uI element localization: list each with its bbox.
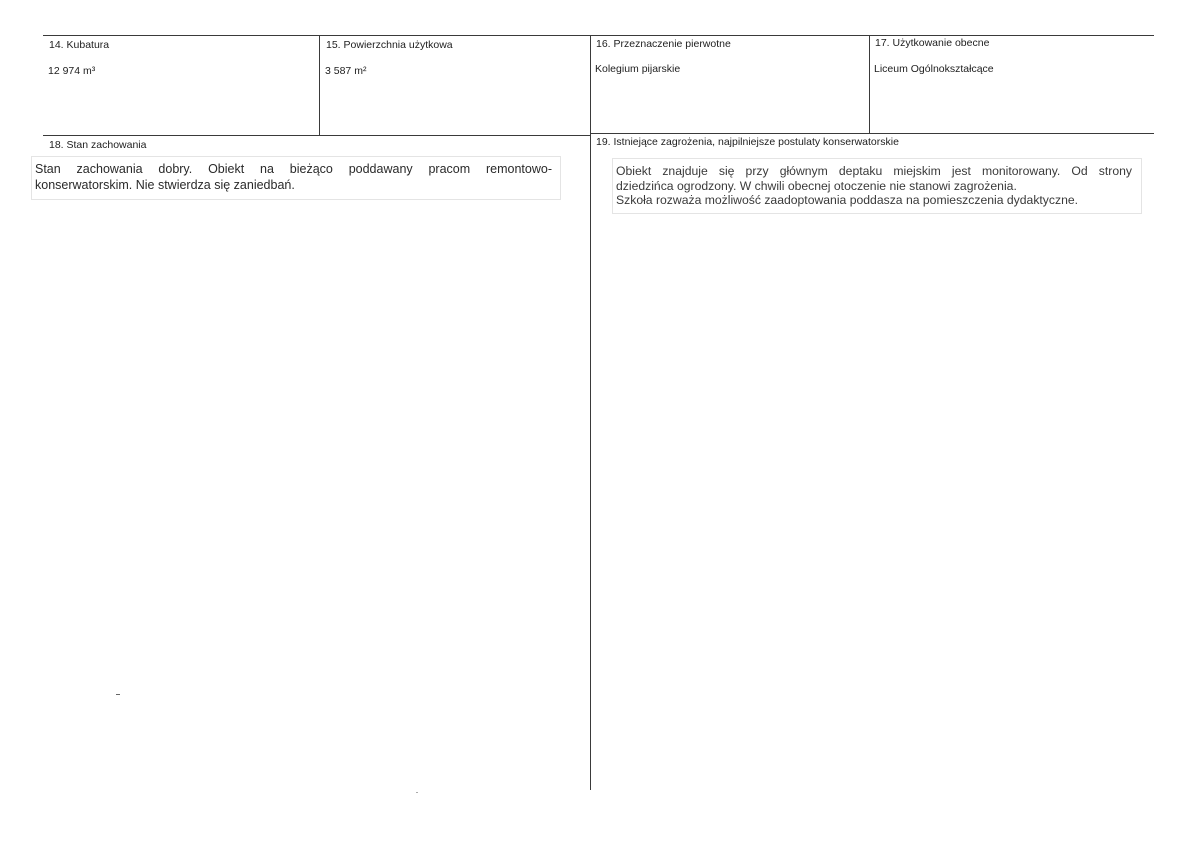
- field-16-label: 16. Przeznaczenie pierwotne: [596, 38, 731, 50]
- field-16-value: Kolegium pijarskie: [595, 63, 681, 75]
- field-18-label: 18. Stan zachowania: [49, 139, 147, 151]
- field-15-value: 3 587 m²: [325, 65, 367, 77]
- field-19-text-line-3: Szkoła rozważa możliwość zaadoptowania poddasza na pomieszczenia dydaktyczne.: [616, 193, 1079, 207]
- field-19-label: 19. Istniejące zagrożenia, najpilniejsze postulaty konserwatorskie: [596, 136, 899, 148]
- field-14-value: 12 974 m³: [48, 65, 96, 77]
- field-19-text-line-1: Obiekt znajduje się przy głównym deptaku miejskim jest monitorowany. Od strony: [616, 164, 1132, 178]
- field-18-text: [35, 161, 552, 193]
- scan-mark: [116, 694, 120, 695]
- field-17-value: Liceum Ogólnokształcące: [874, 63, 994, 75]
- field-18-text-line-2: konserwatorskim. Nie stwierdza się zaniedbań.: [35, 178, 295, 192]
- scan-mark: [416, 792, 418, 793]
- field-19-text: [616, 164, 1132, 208]
- field-14-label: 14. Kubatura: [49, 39, 110, 51]
- table-top-border: [43, 35, 1154, 36]
- row-divider-right: [591, 133, 1154, 134]
- row-divider-left: [43, 135, 591, 136]
- field-17-label: 17. Użytkowanie obecne: [875, 37, 990, 49]
- column-divider-3: [869, 35, 870, 133]
- column-divider-2: [590, 35, 591, 790]
- field-19-text-line-2: dziedzińca ogrodzony. W chwili obecnej otoczenie nie stanowi zagrożenia.: [616, 178, 1017, 193]
- field-15-label: 15. Powierzchnia użytkowa: [326, 39, 453, 51]
- field-18-text-line-1: Stan zachowania dobry. Obiekt na bieżąco poddawany pracom remontowo-: [35, 162, 552, 176]
- column-divider-1: [319, 35, 320, 135]
